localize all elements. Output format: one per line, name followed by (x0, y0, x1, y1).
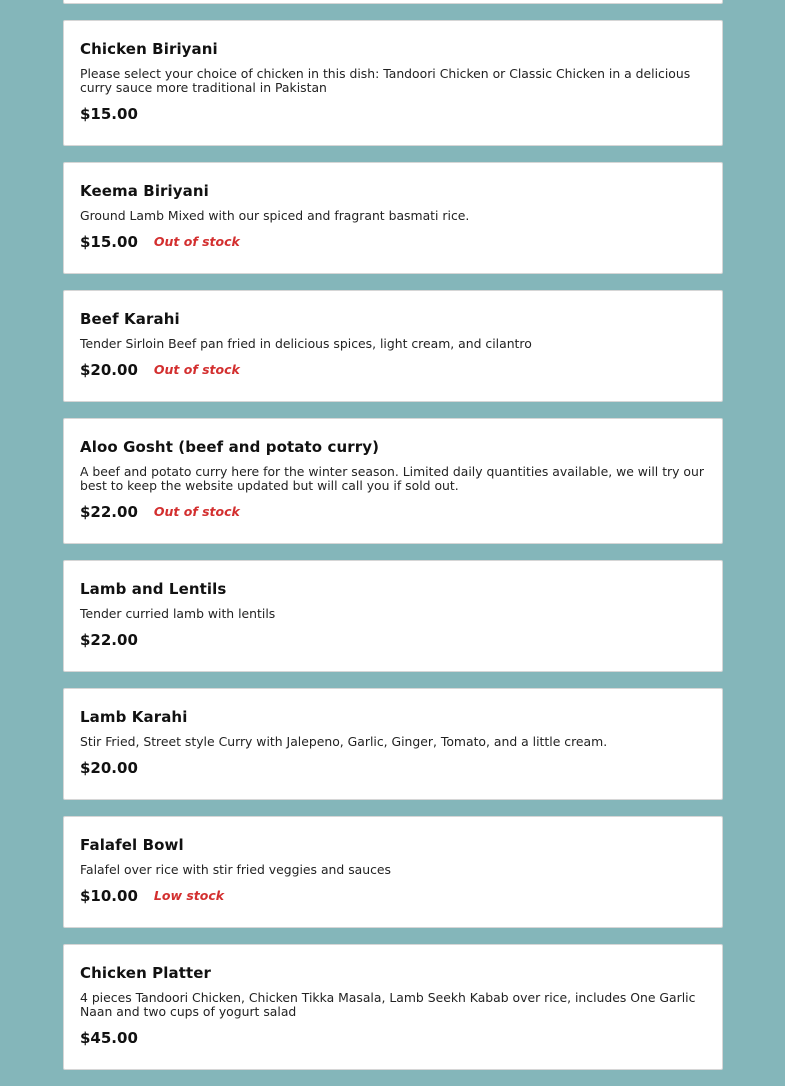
menu-item-description: Stir Fried, Street style Curry with Jalepeno, Garlic, Ginger, Tomato, and a little cream. (80, 734, 608, 749)
menu-item-description: 4 pieces Tandoori Chicken, Chicken Tikka Masala, Lamb Seekh Kabab over rice, includes One Garlic Naan and two cups of yogurt salad (80, 990, 696, 1019)
menu-item-price: $22.00 (80, 503, 138, 521)
menu-item-price: $10.00 (80, 887, 138, 905)
stock-status-badge: Out of stock (153, 362, 240, 377)
menu-item-price: $22.00 (80, 631, 138, 649)
menu-item-name: Chicken Biriyani (80, 40, 218, 58)
menu-item-description: Please select your choice of chicken in this dish: Tandoori Chicken or Classic Chicken in a delicious curry sauce more traditional in Pakistan (80, 66, 691, 95)
menu-item-description: Ground Lamb Mixed with our spiced and fragrant basmati rice. (80, 208, 470, 223)
menu-item-name: Falafel Bowl (80, 836, 184, 854)
menu-item-card[interactable] (63, 290, 723, 402)
menu-item-card-partial[interactable] (63, 0, 723, 4)
menu-item-price: $20.00 (80, 361, 138, 379)
menu-item-card[interactable] (63, 418, 723, 544)
menu-item-description: Tender curried lamb with lentils (80, 606, 276, 621)
menu-item-description: Tender Sirloin Beef pan fried in delicious spices, light cream, and cilantro (80, 336, 532, 351)
menu-item-name: Beef Karahi (80, 310, 180, 328)
menu-item-price: $15.00 (80, 233, 138, 251)
menu-item-name: Keema Biriyani (80, 182, 209, 200)
menu-item-card[interactable] (63, 560, 723, 672)
menu-item-description: Falafel over rice with stir fried veggies and sauces (80, 862, 391, 877)
menu-item-meta (80, 887, 706, 905)
menu-item-price: $20.00 (80, 759, 138, 777)
menu-item-card[interactable] (63, 162, 723, 274)
stock-status-badge: Low stock (153, 888, 225, 903)
menu-item-price: $45.00 (80, 1029, 138, 1047)
menu-item-meta (80, 361, 706, 379)
menu-item-meta (80, 631, 706, 649)
menu-item-name: Aloo Gosht (beef and potato curry) (80, 438, 380, 456)
menu-item-price: $15.00 (80, 105, 138, 123)
menu-item-name: Lamb and Lentils (80, 580, 227, 598)
stock-status-badge: Out of stock (153, 504, 240, 519)
menu-item-meta (80, 1029, 706, 1047)
menu-list (63, 0, 723, 1086)
menu-item-card[interactable] (63, 20, 723, 146)
menu-item-description: A beef and potato curry here for the winter season. Limited daily quantities available, we will try our best to keep the website updated but will call you if sold out. (80, 464, 704, 493)
menu-item-card[interactable] (63, 688, 723, 800)
menu-item-name: Lamb Karahi (80, 708, 188, 726)
menu-item-name: Chicken Platter (80, 964, 212, 982)
menu-item-meta (80, 105, 706, 123)
menu-item-card[interactable] (63, 816, 723, 928)
menu-item-card[interactable] (63, 944, 723, 1070)
stock-status-badge: Out of stock (153, 234, 240, 249)
menu-item-meta (80, 233, 706, 251)
menu-item-meta (80, 759, 706, 777)
menu-item-meta (80, 503, 706, 521)
